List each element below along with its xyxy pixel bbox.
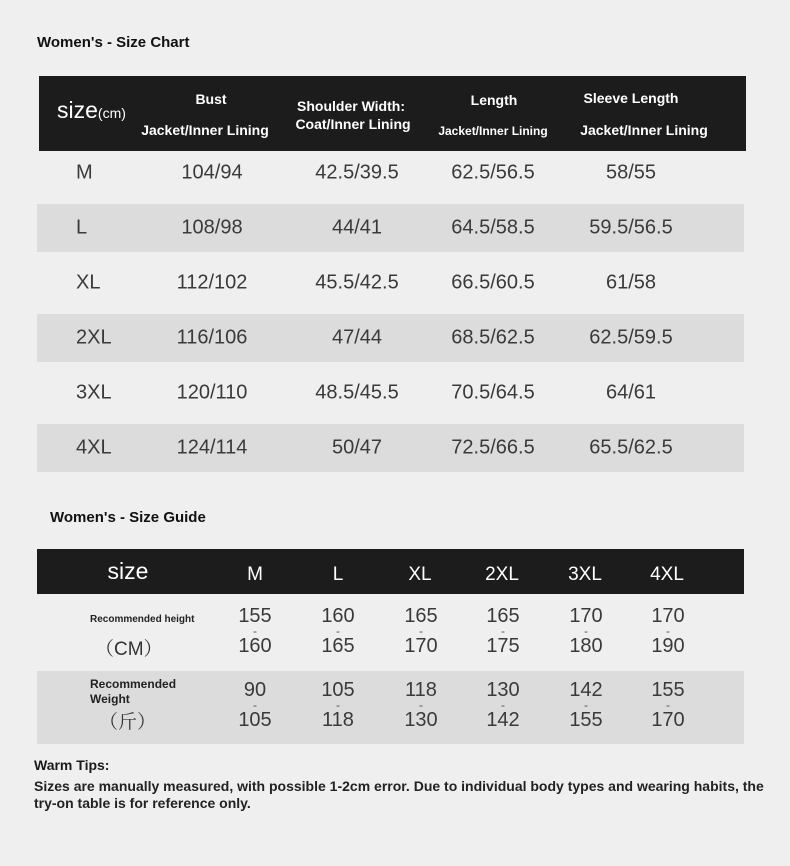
height-row (37, 594, 744, 671)
bust-cell: 116/106 (176, 326, 248, 349)
table-row (37, 369, 744, 417)
shoulder-cell: 50/47 (331, 436, 383, 459)
weight-cell (569, 680, 602, 730)
weight-min: 142 (569, 679, 603, 701)
weight-max: 155 (569, 709, 603, 731)
guide-col-header: 4XL (650, 564, 684, 585)
bust-header: Bust (195, 91, 227, 107)
size-cell: 4XL (76, 436, 112, 459)
size-cell: 3XL (76, 381, 112, 404)
weight-label: Recommended (90, 677, 177, 691)
table-row (37, 204, 744, 252)
tips-text: Sizes are manually measured, with possible 1-2cm error. Due to individual body types and wearing habits, the try-on table is for reference only. (34, 778, 764, 811)
weight-min: 105 (321, 679, 355, 701)
height-label: Recommended height (90, 614, 195, 625)
weight-cell (404, 680, 437, 730)
range-separator: - (419, 698, 423, 712)
range-separator: - (253, 698, 257, 712)
size-guide-header (37, 549, 744, 594)
table-row (37, 259, 744, 307)
height-min: 165 (486, 605, 520, 627)
size-chart-title: Women's - Size Chart (37, 34, 190, 51)
sleeve-header: Sleeve Length (583, 90, 679, 106)
range-separator: - (419, 624, 423, 638)
height-max: 165 (321, 635, 355, 657)
height-min: 160 (321, 605, 355, 627)
shoulder-subheader: Coat/Inner Lining (295, 116, 411, 132)
weight-max: 142 (486, 709, 520, 731)
height-unit: （CM） (95, 639, 163, 660)
range-separator: - (584, 698, 588, 712)
bust-cell: 124/114 (176, 436, 248, 459)
size-cell: XL (76, 271, 101, 294)
size-cell: L (76, 216, 88, 239)
sleeve-cell: 64/61 (605, 381, 657, 404)
sleeve-cell: 58/55 (605, 161, 657, 184)
table-row (37, 149, 744, 197)
guide-col-header: 2XL (485, 564, 519, 585)
sleeve-cell: 65.5/62.5 (589, 436, 673, 459)
weight-min: 130 (486, 679, 520, 701)
height-min: 170 (651, 605, 685, 627)
length-cell: 62.5/56.5 (451, 161, 535, 184)
guide-size-header: size (107, 558, 149, 584)
size-cell: 2XL (76, 326, 112, 349)
tips-title: Warm Tips: (34, 757, 110, 773)
shoulder-cell: 48.5/45.5 (315, 381, 399, 404)
length-cell: 66.5/60.5 (451, 271, 535, 294)
height-cell (569, 606, 602, 656)
weight-cell (238, 680, 271, 730)
height-min: 155 (238, 605, 272, 627)
shoulder-header: Shoulder Width: (297, 98, 405, 114)
weight-label-line2: Weight (90, 692, 130, 706)
range-separator: - (336, 698, 340, 712)
range-separator: - (584, 624, 588, 638)
weight-cell (321, 680, 354, 730)
weight-cell (486, 680, 519, 730)
size-cell: M (76, 161, 93, 184)
sleeve-subheader: Jacket/Inner Lining (580, 122, 708, 138)
length-cell: 72.5/66.5 (451, 436, 535, 459)
table-row (37, 314, 744, 362)
height-max: 160 (238, 635, 272, 657)
height-max: 170 (404, 635, 438, 657)
guide-col-header: L (332, 564, 344, 585)
height-max: 180 (569, 635, 603, 657)
shoulder-cell: 44/41 (331, 216, 383, 239)
weight-min: 90 (243, 679, 267, 701)
sleeve-cell: 61/58 (605, 271, 657, 294)
height-min: 170 (569, 605, 603, 627)
size-header-unit: (cm) (97, 105, 126, 121)
guide-col-header: 3XL (568, 564, 602, 585)
height-max: 190 (651, 635, 685, 657)
bust-cell: 120/110 (176, 381, 248, 404)
height-cell (651, 606, 684, 656)
range-separator: - (501, 624, 505, 638)
length-cell: 68.5/62.5 (451, 326, 535, 349)
weight-min: 155 (651, 679, 685, 701)
range-separator: - (666, 624, 670, 638)
size-header-cell (57, 97, 126, 124)
size-chart-header (39, 76, 746, 151)
weight-max: 118 (322, 709, 354, 731)
length-header: Length (470, 92, 518, 108)
weight-row (37, 671, 744, 744)
height-cell (238, 606, 271, 656)
bust-cell: 104/94 (181, 161, 243, 184)
bust-cell: 112/102 (176, 271, 248, 294)
weight-max: 130 (404, 709, 438, 731)
weight-min: 118 (405, 679, 437, 701)
range-separator: - (666, 698, 670, 712)
table-row (37, 424, 744, 472)
weight-max: 170 (651, 709, 685, 731)
length-cell: 64.5/58.5 (451, 216, 535, 239)
weight-max: 105 (238, 709, 272, 731)
guide-col-header: M (247, 564, 263, 585)
height-cell (486, 606, 519, 656)
bust-cell: 108/98 (181, 216, 243, 239)
range-separator: - (253, 624, 257, 638)
weight-unit: （斤） (99, 712, 157, 733)
height-cell (321, 606, 354, 656)
sleeve-cell: 59.5/56.5 (589, 216, 673, 239)
length-subheader: Jacket/Inner Lining (438, 124, 548, 138)
size-guide-title: Women's - Size Guide (50, 509, 206, 526)
range-separator: - (501, 698, 505, 712)
height-max: 175 (486, 635, 520, 657)
weight-cell (651, 680, 684, 730)
shoulder-cell: 42.5/39.5 (315, 161, 399, 184)
length-cell: 70.5/64.5 (451, 381, 535, 404)
bust-subheader: Jacket/Inner Lining (141, 122, 269, 138)
shoulder-cell: 47/44 (331, 326, 383, 349)
size-header-label: size (57, 97, 98, 123)
range-separator: - (336, 624, 340, 638)
height-cell (404, 606, 437, 656)
shoulder-cell: 45.5/42.5 (315, 271, 399, 294)
guide-col-header: XL (408, 564, 432, 585)
sleeve-cell: 62.5/59.5 (589, 326, 673, 349)
height-min: 165 (404, 605, 438, 627)
